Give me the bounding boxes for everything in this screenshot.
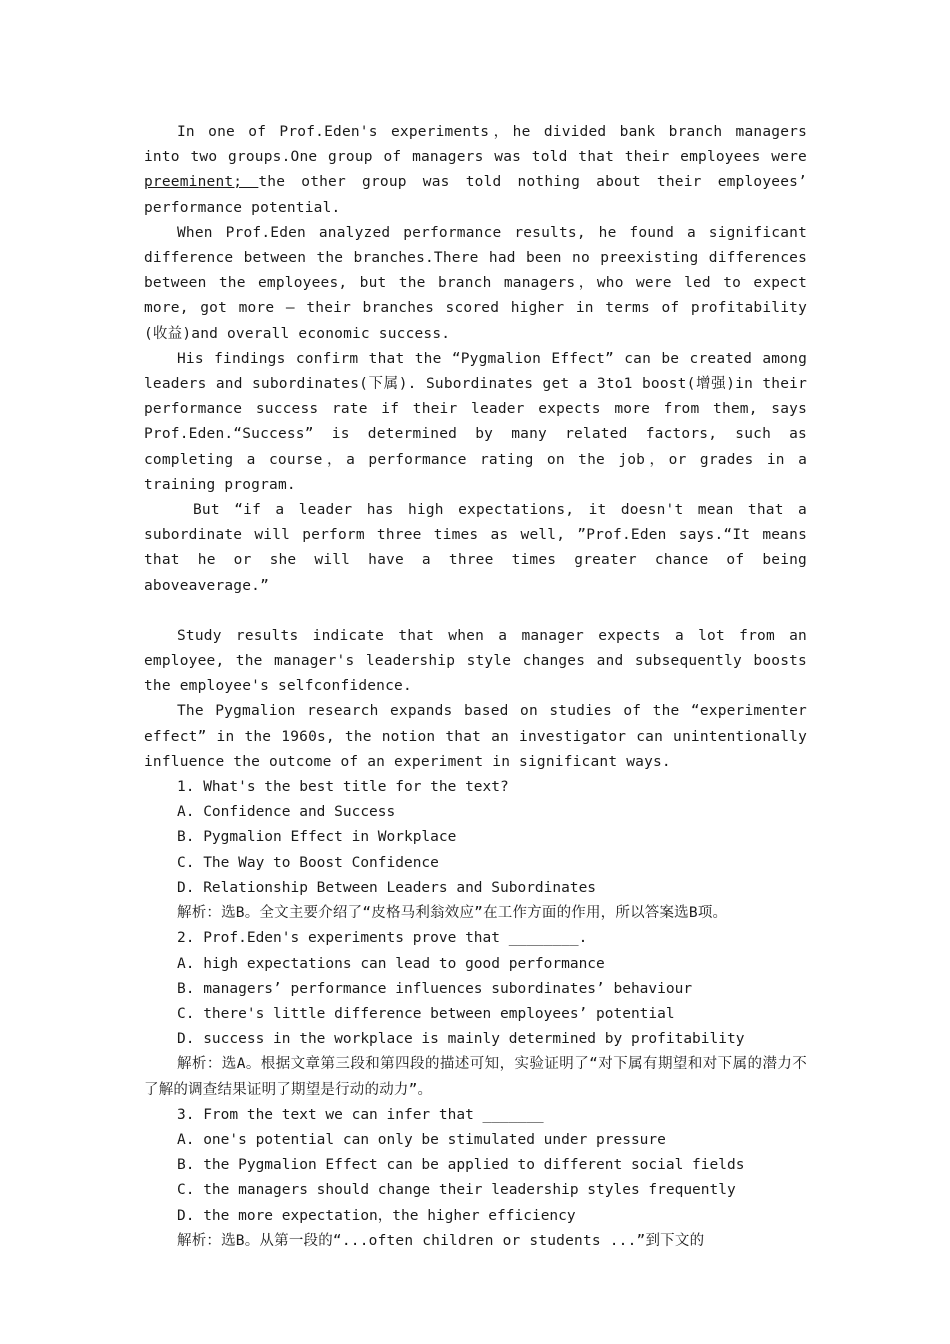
option-c: C. The Way to Boost Confidence	[177, 854, 439, 871]
paragraph-6: The Pygmalion research expands based on studies of the “experimenter effect” in the 1960s, the notion that an investigator can unintentionally influence the outcome of an experiment in significant ways.	[144, 703, 807, 770]
document-body	[144, 120, 807, 1254]
paragraph-1-part-b: the other group was told nothing about their employees’ performance potential.	[144, 174, 807, 216]
paragraph-2: When Prof.Eden analyzed performance results, he found a significant difference between the branches.There had been no preexisting differences between the employees, but the branch managers，who were led to expect more, got more — their branches scored higher in terms of profitability (收益)and overall economic success.	[144, 224, 807, 342]
option-d: D. the more expectation，the higher efficiency	[177, 1207, 576, 1224]
paragraph-1-part-a: In one of Prof.Eden's experiments，he divided bank branch managers into two groups.One group of managers was told that their employees were	[144, 124, 807, 166]
answer-analysis: 解析：选B。全文主要介绍了“皮格马利翁效应”在工作方面的作用，所以答案选B项。	[177, 905, 728, 922]
question-1	[144, 775, 807, 926]
option-d: D. Relationship Between Leaders and Subordinates	[177, 879, 597, 896]
underlined-word-preeminent: preeminent;	[144, 174, 259, 191]
question-2	[144, 926, 807, 1102]
paragraph-4: But “if a leader has high expectations, it doesn't mean that a subordinate will perform three times as well, ”Prof.Eden says.“It means that he or she will have a three times greater chance of being aboveaverage.”	[144, 502, 807, 594]
option-b: B. the Pygmalion Effect can be applied to different social fields	[177, 1157, 745, 1174]
option-b: B. Pygmalion Effect in Workplace	[177, 829, 457, 846]
answer-analysis: 解析：选A。根据文章第三段和第四段的描述可知，实验证明了“对下属有期望和对下属的潜力不了解的调查结果证明了期望是行动的动力”。	[144, 1056, 807, 1098]
question-stem: 3. From the text we can infer that _______	[177, 1106, 544, 1123]
paragraph-gap	[144, 599, 807, 624]
paragraph-5: Study results indicate that when a manager expects a lot from an employee, the manager's leadership style changes and subsequently boosts the employee's selfconfidence.	[144, 627, 807, 695]
question-stem: 1. What's the best title for the text?	[177, 779, 509, 796]
paragraph-1	[144, 120, 807, 221]
option-b: B. managers’ performance influences subordinates’ behaviour	[177, 980, 693, 997]
option-c: C. the managers should change their leadership styles frequently	[177, 1182, 736, 1199]
paragraph-3: His findings confirm that the “Pygmalion Effect” can be created among leaders and subordinates(下属). Subordinates get a 3to1 boost(增强)in their performance success rate if their leader expects more from them, says Prof.Eden.“Success” is determined by many related factors, such as completing a course，a performance rating on the job，or grades in a training program.	[144, 350, 807, 493]
option-a: A. Confidence and Success	[177, 804, 396, 821]
answer-analysis: 解析：选B。从第一段的“...often children or students ...”到下文的	[177, 1232, 705, 1249]
option-d: D. success in the workplace is mainly determined by profitability	[177, 1031, 745, 1048]
option-a: A. high expectations can lead to good performance	[177, 955, 605, 972]
question-3	[144, 1103, 807, 1254]
option-c: C. there's little difference between employees’ potential	[177, 1005, 675, 1022]
question-stem: 2. Prof.Eden's experiments prove that ________.	[177, 930, 588, 947]
option-a: A. one's potential can only be stimulated under pressure	[177, 1131, 666, 1148]
